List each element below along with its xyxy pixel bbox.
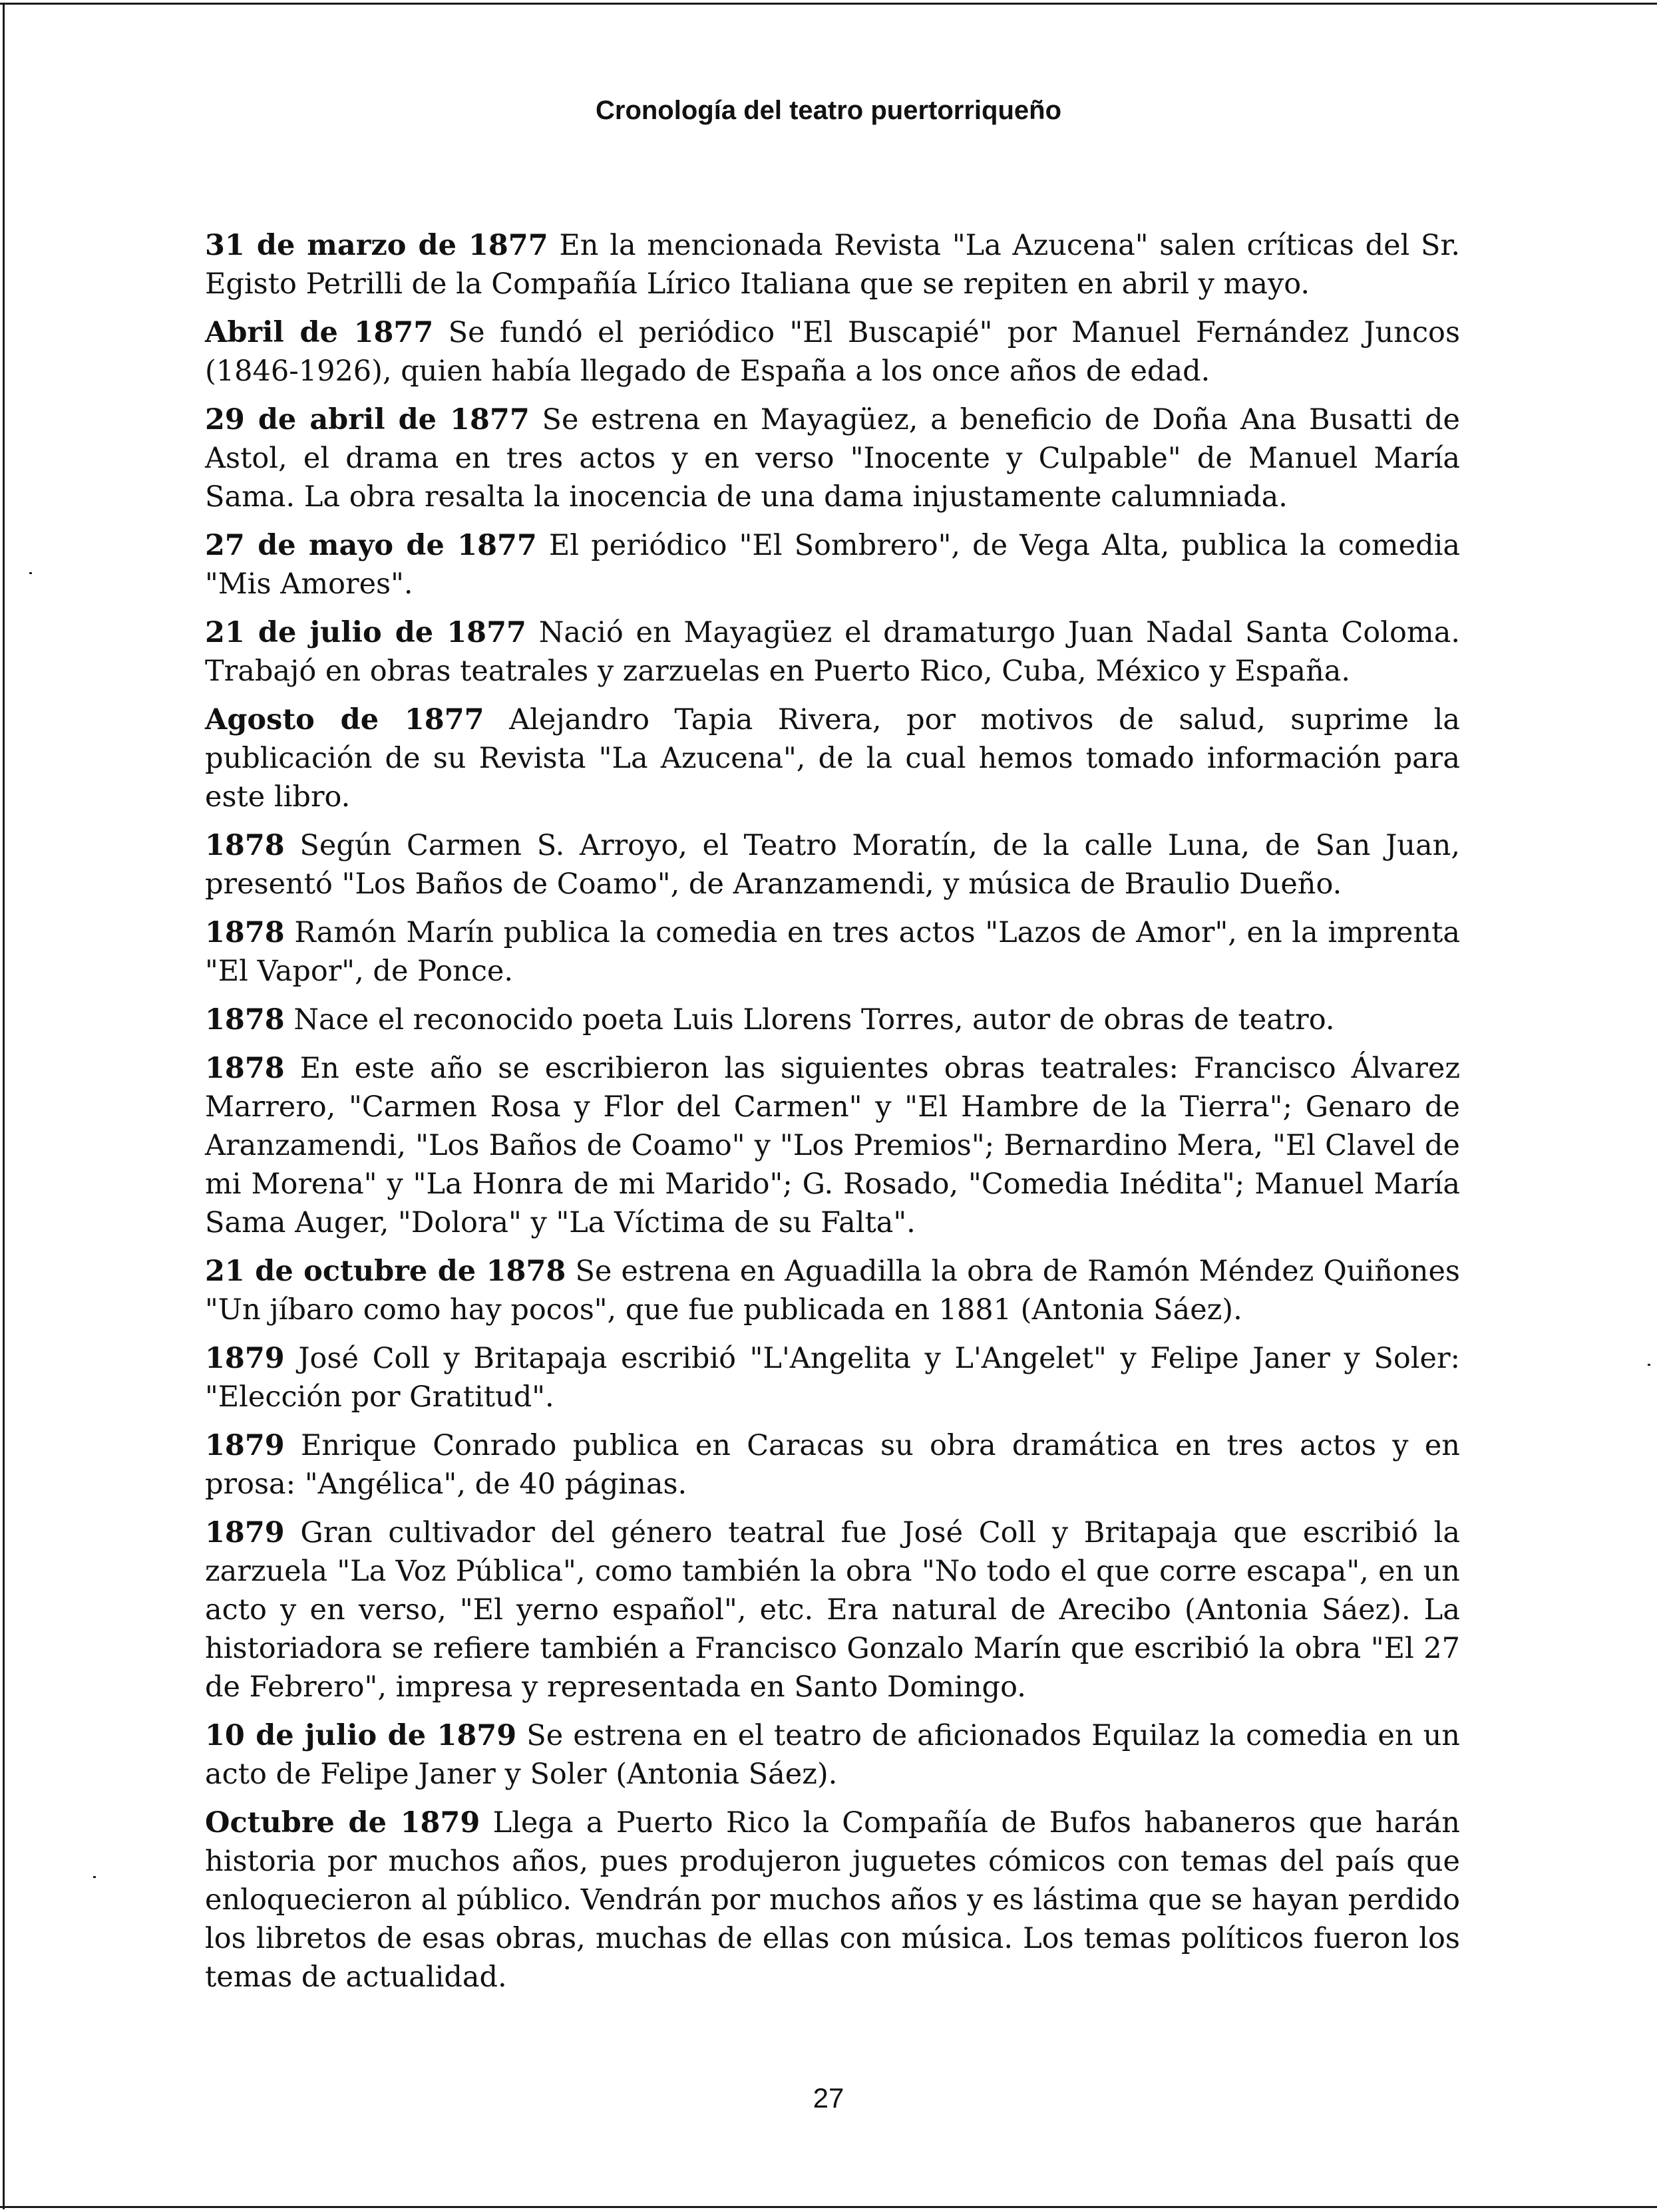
entry-text: Se estrena en Aguadilla la obra de Ramón Méndez Quiñones "Un jíbaro como hay pocos", que fue publicada en 1881 (Antonia Sáez). (205, 1255, 1460, 1327)
chronology-entry (205, 1804, 1460, 1996)
chronology-entry (205, 613, 1460, 691)
chronology-entry (205, 400, 1460, 516)
chronology-entry (205, 826, 1460, 903)
entry-text: Alejandro Tapia Rivera, por motivos de salud, suprime la publicación de su Revista "La Azucena", de la cual hemos tomado información para este libro. (205, 703, 1461, 814)
chronology-entry (205, 1339, 1460, 1416)
scan-speck (1648, 1364, 1650, 1366)
entry-date: 29 de abril de 1877 (205, 403, 530, 436)
chronology-entry (205, 1001, 1460, 1039)
entry-date: 1878 (205, 1052, 285, 1085)
entry-text: José Coll y Britapaja escribió "L'Angelita y L'Angelet" y Felipe Janer y Soler: "Elección por Gratitud". (205, 1342, 1461, 1414)
entry-date: 1878 (205, 829, 285, 862)
chronology-entry (205, 1716, 1460, 1794)
entry-text: Se fundó el periódico "El Buscapié" por Manuel Fernández Juncos (1846-1926), quien había llegado de España a los once años de edad. (205, 316, 1461, 388)
entry-date: 1878 (205, 916, 285, 949)
entry-date: Agosto de 1877 (205, 703, 484, 736)
chronology-entry (205, 913, 1460, 991)
chronology-entry (205, 226, 1460, 303)
chronology-entry (205, 1426, 1460, 1503)
chronology-entries (205, 226, 1460, 2006)
entry-text: Nació en Mayagüez el dramaturgo Juan Nadal Santa Coloma. Trabajó en obras teatrales y zarzuelas en Puerto Rico, Cuba, México y España. (205, 616, 1461, 688)
entry-text: Llega a Puerto Rico la Compañía de Bufos habaneros que harán historia por muchos años, pues produjeron juguetes cómicos con temas del país que enloquecieron al público. Vendrán por muchos años y es lástima que se hayan perdido los libretos de esas obras, muchas de ellas con música. Los temas políticos fueron los temas de actualidad. (205, 1806, 1460, 1994)
entry-date: 1879 (205, 1429, 285, 1462)
scan-border-top (0, 3, 1657, 5)
scan-border-bottom (0, 2206, 1657, 2208)
chronology-entry (205, 701, 1460, 816)
entry-date: 31 de marzo de 1877 (205, 229, 548, 262)
entry-text: Según Carmen S. Arroyo, el Teatro Moratín, de la calle Luna, de San Juan, presentó "Los Baños de Coamo", de Aranzamendi, y música de Braulio Dueño. (205, 829, 1460, 901)
entry-date: 27 de mayo de 1877 (205, 529, 537, 562)
entry-date: 10 de julio de 1879 (205, 1719, 517, 1752)
entry-date: Abril de 1877 (205, 316, 434, 349)
chronology-entry (205, 1252, 1460, 1329)
entry-date: Octubre de 1879 (205, 1806, 480, 1839)
entry-date: 21 de octubre de 1878 (205, 1255, 566, 1288)
chronology-entry (205, 1049, 1460, 1242)
entry-text: Ramón Marín publica la comedia en tres actos "Lazos de Amor", en la imprenta "El Vapor", de Ponce. (205, 916, 1460, 988)
chronology-entry (205, 313, 1460, 391)
scan-speck (93, 1876, 96, 1878)
entry-date: 21 de julio de 1877 (205, 616, 526, 649)
entry-date: 1879 (205, 1516, 285, 1549)
entry-text: Se estrena en Mayagüez, a beneficio de Doña Ana Busatti de Astol, el drama en tres actos y en verso "Inocente y Culpable" de Manuel María Sama. La obra resalta la inocencia de una dama injustamente calumniada. (205, 403, 1461, 514)
entry-date: 1879 (205, 1342, 285, 1375)
entry-text: Enrique Conrado publica en Caracas su obra dramática en tres actos y en prosa: "Angélica", de 40 páginas. (205, 1429, 1460, 1501)
entry-text: El periódico "El Sombrero", de Vega Alta, publica la comedia "Mis Amores". (205, 529, 1460, 601)
entry-text: En la mencionada Revista "La Azucena" salen críticas del Sr. Egisto Petrilli de la Compañía Lírico Italiana que se repiten en abril y mayo. (205, 229, 1461, 301)
entry-text: Gran cultivador del género teatral fue José Coll y Britapaja que escribió la zarzuela "La Voz Pública", como también la obra "No todo el que corre escapa", en un acto y en verso, "El yerno español", etc. Era natural de Arecibo (Antonia Sáez). La historiadora se refiere también a Francisco Gonzalo Marín que escribió la obra "El 27 de Febrero", impresa y representada en Santo Domingo. (205, 1516, 1461, 1704)
page-number: 27 (813, 2082, 844, 2114)
entry-date: 1878 (205, 1003, 285, 1036)
entry-text: En este año se escribieron las siguientes obras teatrales: Francisco Álvarez Marrero, "Carmen Rosa y Flor del Carmen" y "El Hambre de la Tierra"; Genaro de Aranzamendi, "Los Baños de Coamo" y "Los Premios"; Bernardino Mera, "El Clavel de mi Morena" y "La Honra de mi Marido"; G. Rosado, "Comedia Inédita"; Manuel María Sama Auger, "Dolora" y "La Víctima de su Falta". (205, 1052, 1461, 1239)
scan-speck (29, 572, 32, 574)
entry-text: Nace el reconocido poeta Luis Llorens Torres, autor de obras de teatro. (293, 1003, 1335, 1036)
chronology-entry (205, 1513, 1460, 1706)
chronology-entry (205, 526, 1460, 603)
running-header: Cronología del teatro puertorriqueño (595, 96, 1062, 125)
entry-text: Se estrena en el teatro de aficionados Equilaz la comedia en un acto de Felipe Janer y Soler (Antonia Sáez). (205, 1719, 1460, 1791)
scan-border-left (3, 3, 5, 2209)
